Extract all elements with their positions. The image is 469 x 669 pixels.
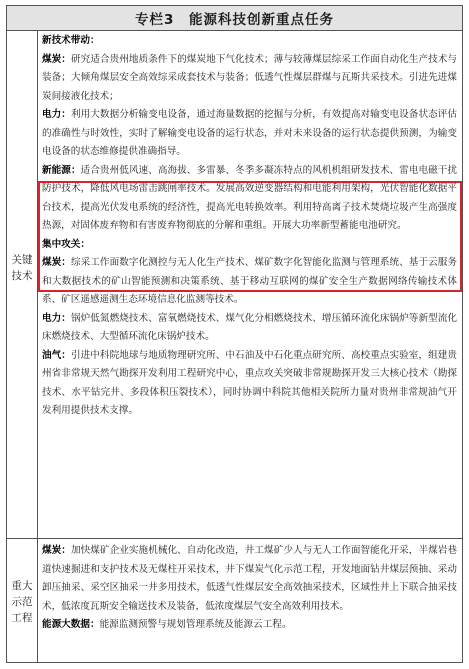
row-label-key-tech: 关键技术 xyxy=(11,254,33,282)
paragraph-power xyxy=(42,106,457,162)
paragraph-text: 综采工作面数字化测控与无人化生产技术、煤矿数字化智能化监测与管理系统、基于云服务和大数据技术的矿山智能预测和决策系统、基于移动互联网的煤矿安全生产数据网络传输技术体系、矿区遥感遥测生态环境信息化监测等技术。 xyxy=(42,257,458,305)
paragraph-text: 能源监测预警与规划管理系统及能源云工程。 xyxy=(99,619,292,630)
subheading-energy-big-data: 能源大数据： xyxy=(42,619,100,630)
subheading-new-energy: 新能源： xyxy=(42,164,81,176)
section-heading-focus: 集中攻关： xyxy=(42,238,90,250)
demo-projects-content xyxy=(42,542,457,635)
paragraph-coal-demo xyxy=(42,542,457,616)
paragraph-text: 加快煤矿企业实施机械化、自动化改造，井工煤矿少人与无人工作面智能化开采，半煤岩巷道快速掘进和支护技术及无煤柱开采技术，井下煤炭气化示范工程，开发地面钻井煤层预抽、采动卸压抽采、采空区抽采一井多用技术，低透气性煤层安全高效抽采技术，区域性井上下联合抽采技术，低浓度瓦斯安全输送技术及装备，低浓度煤层气安全高效利用技术。 xyxy=(42,545,458,612)
label-column xyxy=(7,30,38,662)
section-heading-new-tech: 新技术带动： xyxy=(42,35,100,46)
paragraph-text: 适合贵州低风速、高海拔、多雷暴、冬季多凝冻特点的风机机组研发技术、雷电电磁干扰防护技术，降低风电场雷击跳闸率技术。发展高效逆变器结构和电能利用架构，光伏智能化数据平台技术，提高光伏发电系统的经济性，提高光电转换效率。利用特高离子技术焚烧垃圾产生高强度热源，对固体废弃物和有害废弃物彻底的分解和重组。开展大功率新型蓄能电池研究。 xyxy=(42,164,458,231)
paragraph-text: 引进中科院地球与地质物理研究所、中石油及中石化重点研究所、高校重点实验室，组建贵州省非常规天然气勘探开发利用工程研究中心，重点攻关突破非常规勘探开发三大核心技术（勘探技术、水平钻完井、多段体积压裂技术），同时协调中科院其他相关院所力量对贵州非常规油气开发利用提供技术支撑。 xyxy=(42,349,458,416)
subheading-coal: 煤炭： xyxy=(42,545,71,556)
paragraph-coal xyxy=(42,51,457,107)
subheading-power: 电力： xyxy=(42,312,71,324)
subheading-power: 电力： xyxy=(42,109,71,120)
paragraph-text: 研究适合贵州地质条件下的煤炭地下气化技术；薄与较薄煤层综采工作面自动化生产技术与装备；大倾角煤层安全高效综采成套技术与装备；低透气性煤层群煤与瓦斯共采技术。引进先进煤炭间接液化技术； xyxy=(42,53,458,102)
row-divider xyxy=(7,538,462,539)
subheading-coal: 煤炭： xyxy=(42,53,71,65)
paragraph-text: 利用大数据分析输变电设备，通过海量数据的挖掘与分析，有效提高对输变电设备状态评估的准确性与时效性，实时了解输变电设备的运行状态，并对未来设备的运行状态提供预测，为输变电设备的状态维修提供准确指导。 xyxy=(42,109,458,157)
tasks-table xyxy=(6,30,463,663)
paragraph-energy-big-data xyxy=(42,616,457,635)
document-page xyxy=(6,5,463,665)
paragraph-oil-gas xyxy=(42,347,457,421)
column-title: 专栏3 能源科技创新重点任务 xyxy=(6,5,463,31)
subheading-coal: 煤炭： xyxy=(42,257,71,268)
new-energy-highlight-box xyxy=(38,181,462,292)
row-label-demo-projects: 重大示范工程 xyxy=(11,580,33,624)
subheading-oil-gas: 油气： xyxy=(42,349,71,361)
paragraph-power-focus xyxy=(42,310,457,347)
paragraph-text: 锅炉低氮燃烧技术、富氧燃烧技术、煤气化分相燃烧技术、增压循环流化床锅炉等新型流化床燃烧技术、大型循环流化床锅炉技术。 xyxy=(42,312,458,342)
